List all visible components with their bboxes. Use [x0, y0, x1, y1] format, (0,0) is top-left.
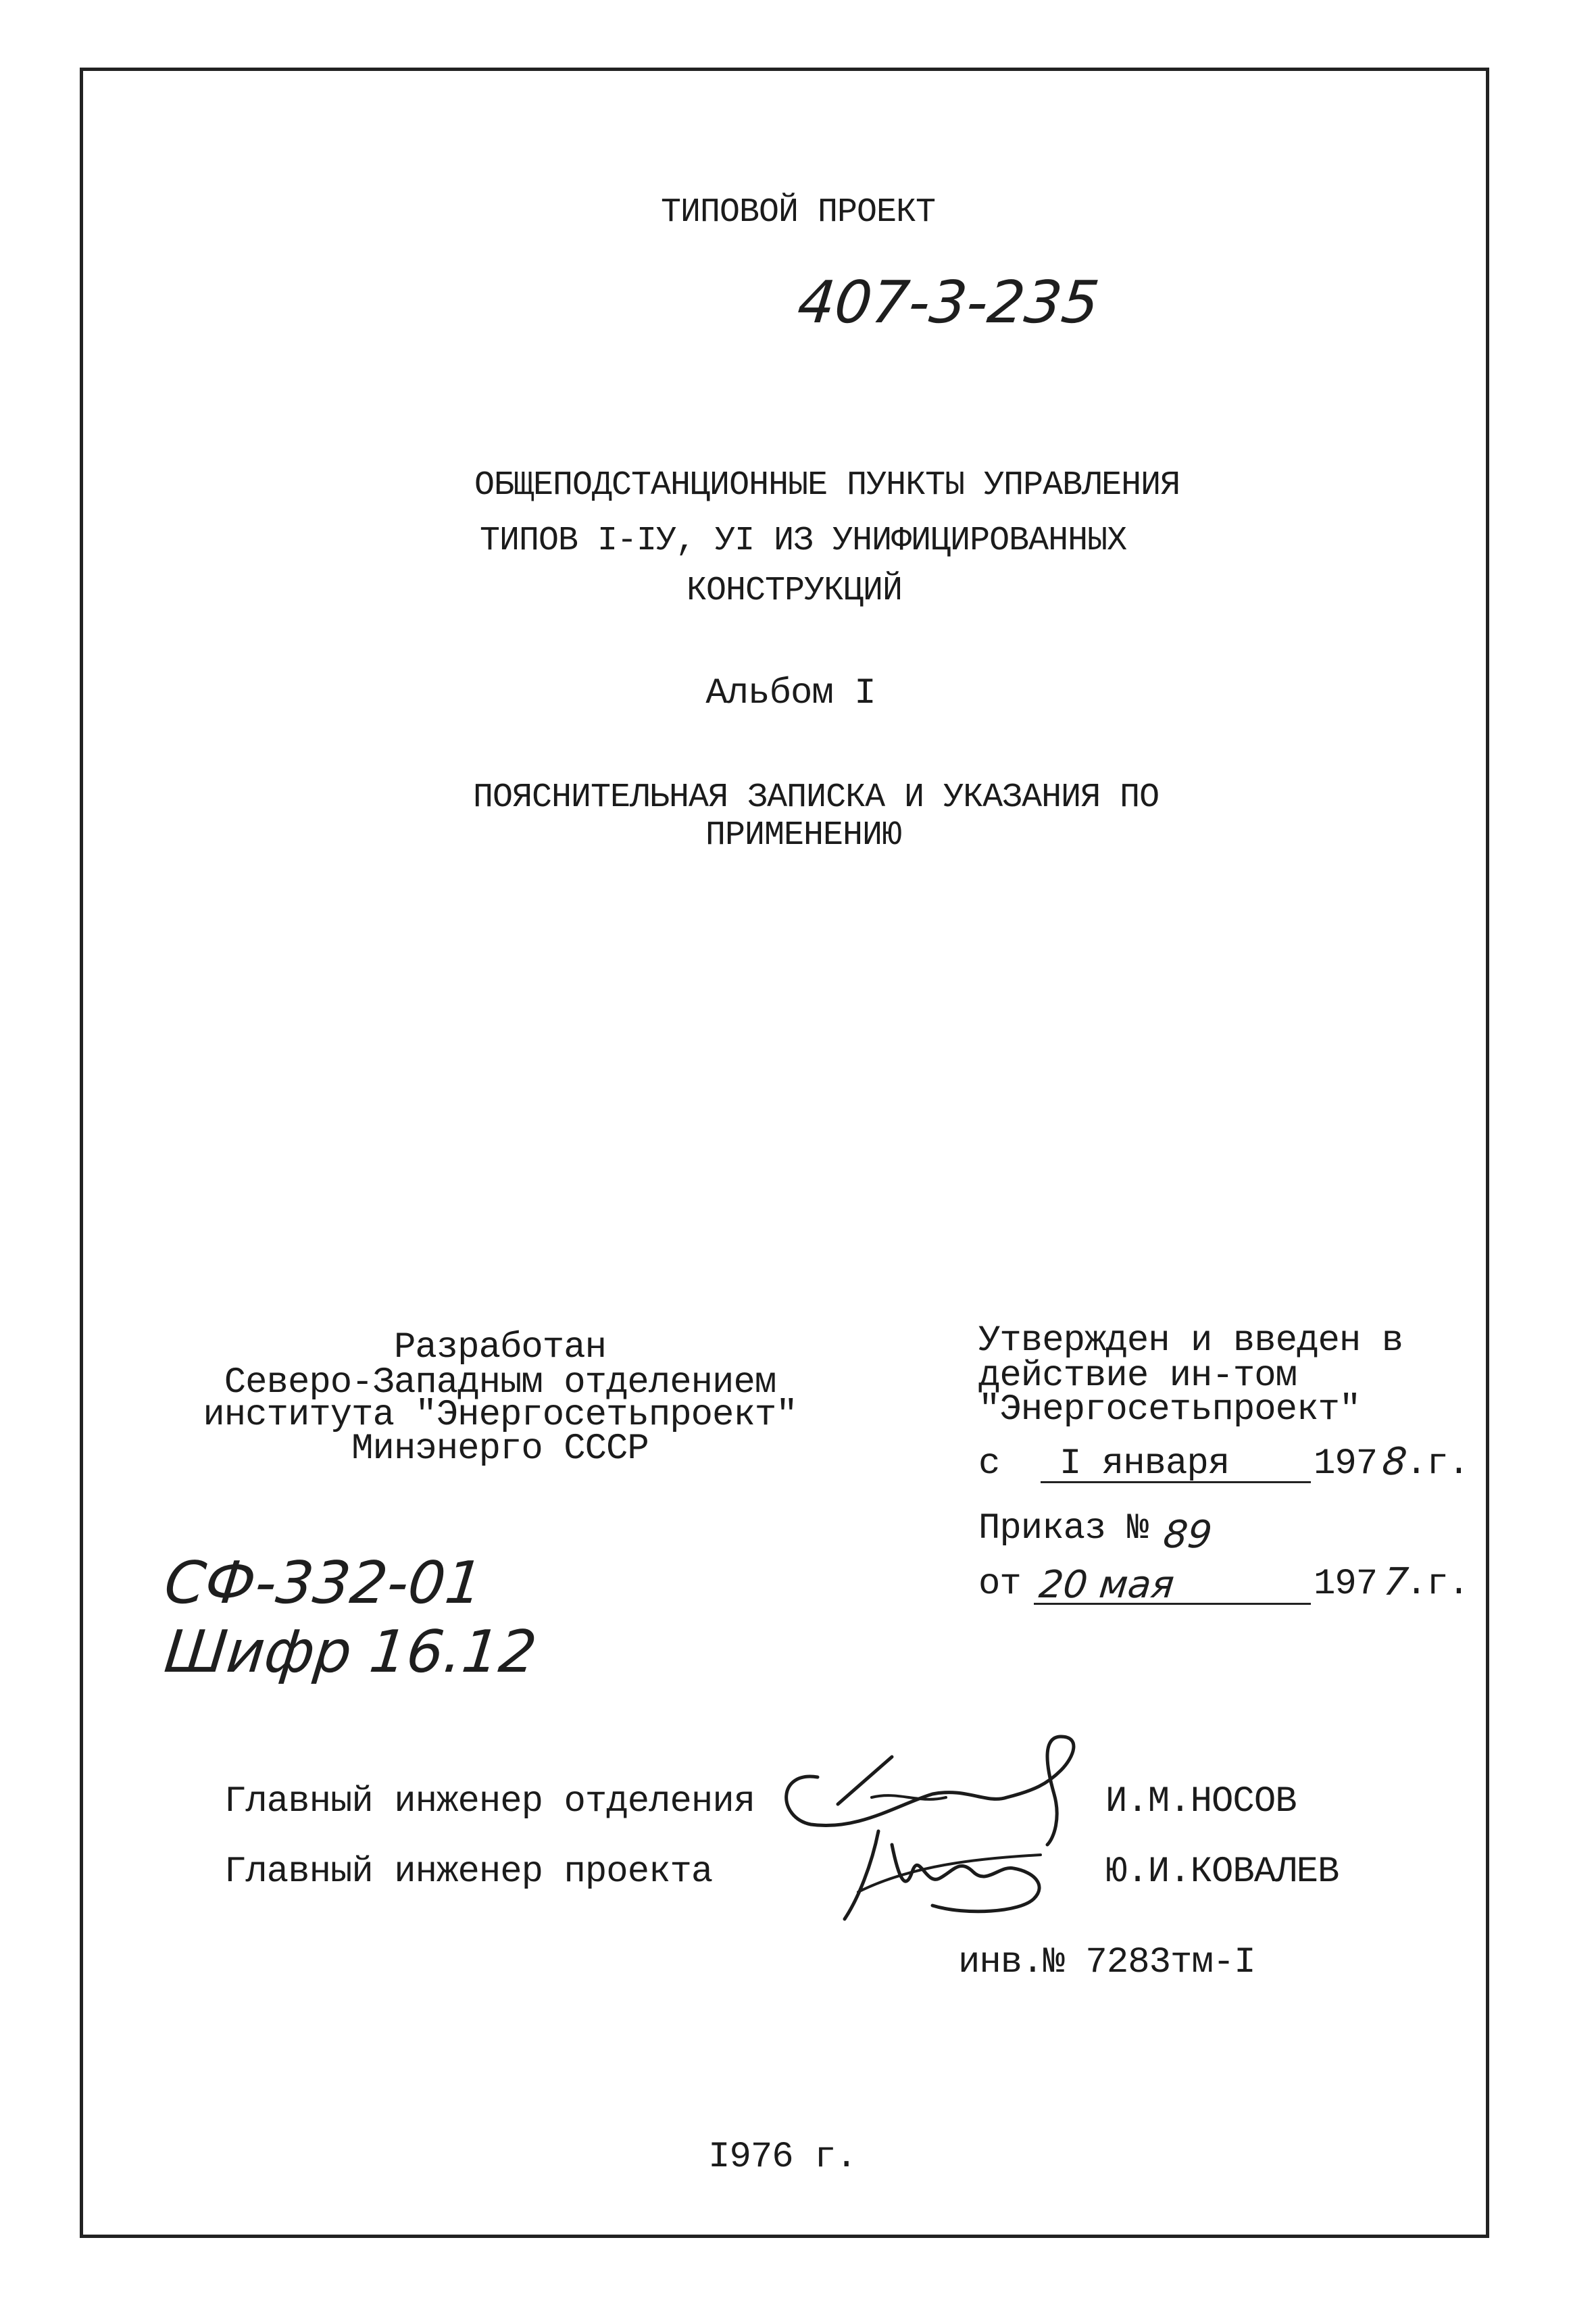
page-frame	[80, 68, 1489, 2238]
inventory-number: инв.№ 7283тм-I	[958, 1942, 1255, 1983]
approval-line-1: Утвержден и введен в	[978, 1320, 1403, 1362]
signature-name-2: Ю.И.КОВАЛЕВ	[1105, 1851, 1339, 1893]
album-label: Альбом I	[705, 673, 876, 714]
order-year-digit: 7	[1381, 1560, 1411, 1604]
from-date-underline	[1041, 1481, 1311, 1483]
approval-line-2: действие ин-том	[978, 1355, 1297, 1397]
order-year-suffix: .г.	[1405, 1564, 1470, 1605]
handwritten-cipher: Шифр 16.12	[161, 1618, 540, 1686]
signature-role-1: Главный инженер отделения	[224, 1781, 755, 1822]
signature-name-1: И.М.НОСОВ	[1105, 1781, 1297, 1822]
signature-role-2: Главный инженер проекта	[224, 1851, 713, 1893]
developer-line-4: Минэнерго СССР	[351, 1428, 649, 1470]
approval-from-year-digit: 8	[1380, 1440, 1410, 1484]
subtitle-line-1: ПОЯСНИТЕЛЬНАЯ ЗАПИСКА И УКАЗАНИЯ ПО	[473, 778, 1159, 817]
project-type: ТИПОВОЙ ПРОЕКТ	[660, 193, 936, 232]
handwritten-code: СФ-332-01	[161, 1549, 486, 1617]
approval-from-date: I января	[1059, 1443, 1230, 1485]
order-date: 20 мая	[1037, 1563, 1176, 1607]
title-line-3: КОНСТРУКЦИЙ	[687, 572, 903, 610]
approval-from-year: 197	[1314, 1443, 1378, 1485]
subtitle-line-2: ПРИМЕНЕНИЮ	[705, 816, 902, 855]
developer-line-1: Разработан	[393, 1327, 607, 1368]
title-line-1: ОБЩЕПОДСТАНЦИОННЫЕ ПУНКТЫ УПРАВЛЕНИЯ	[474, 466, 1180, 505]
project-number: 407-3-235	[794, 269, 1103, 337]
order-from: от	[978, 1564, 1021, 1605]
signature-mark-2	[831, 1818, 1061, 1926]
order-date-underline	[1034, 1603, 1311, 1605]
developer-line-2: Северо-Западным отделением	[224, 1362, 776, 1403]
approval-from-prefix: с	[978, 1443, 1000, 1485]
order-year: 197	[1314, 1564, 1378, 1605]
developer-line-3: института "Энергосетьпроект"	[203, 1395, 797, 1436]
title-line-2: ТИПОВ I-IУ, УI ИЗ УНИФИЦИРОВАННЫХ	[480, 522, 1127, 560]
order-label: Приказ №	[978, 1508, 1149, 1549]
publication-year: I976 г.	[708, 2137, 857, 2178]
approval-from-year-suffix: .г.	[1405, 1443, 1470, 1485]
approval-line-3: "Энергосетьпроект"	[978, 1389, 1361, 1430]
order-number: 89	[1161, 1513, 1214, 1557]
